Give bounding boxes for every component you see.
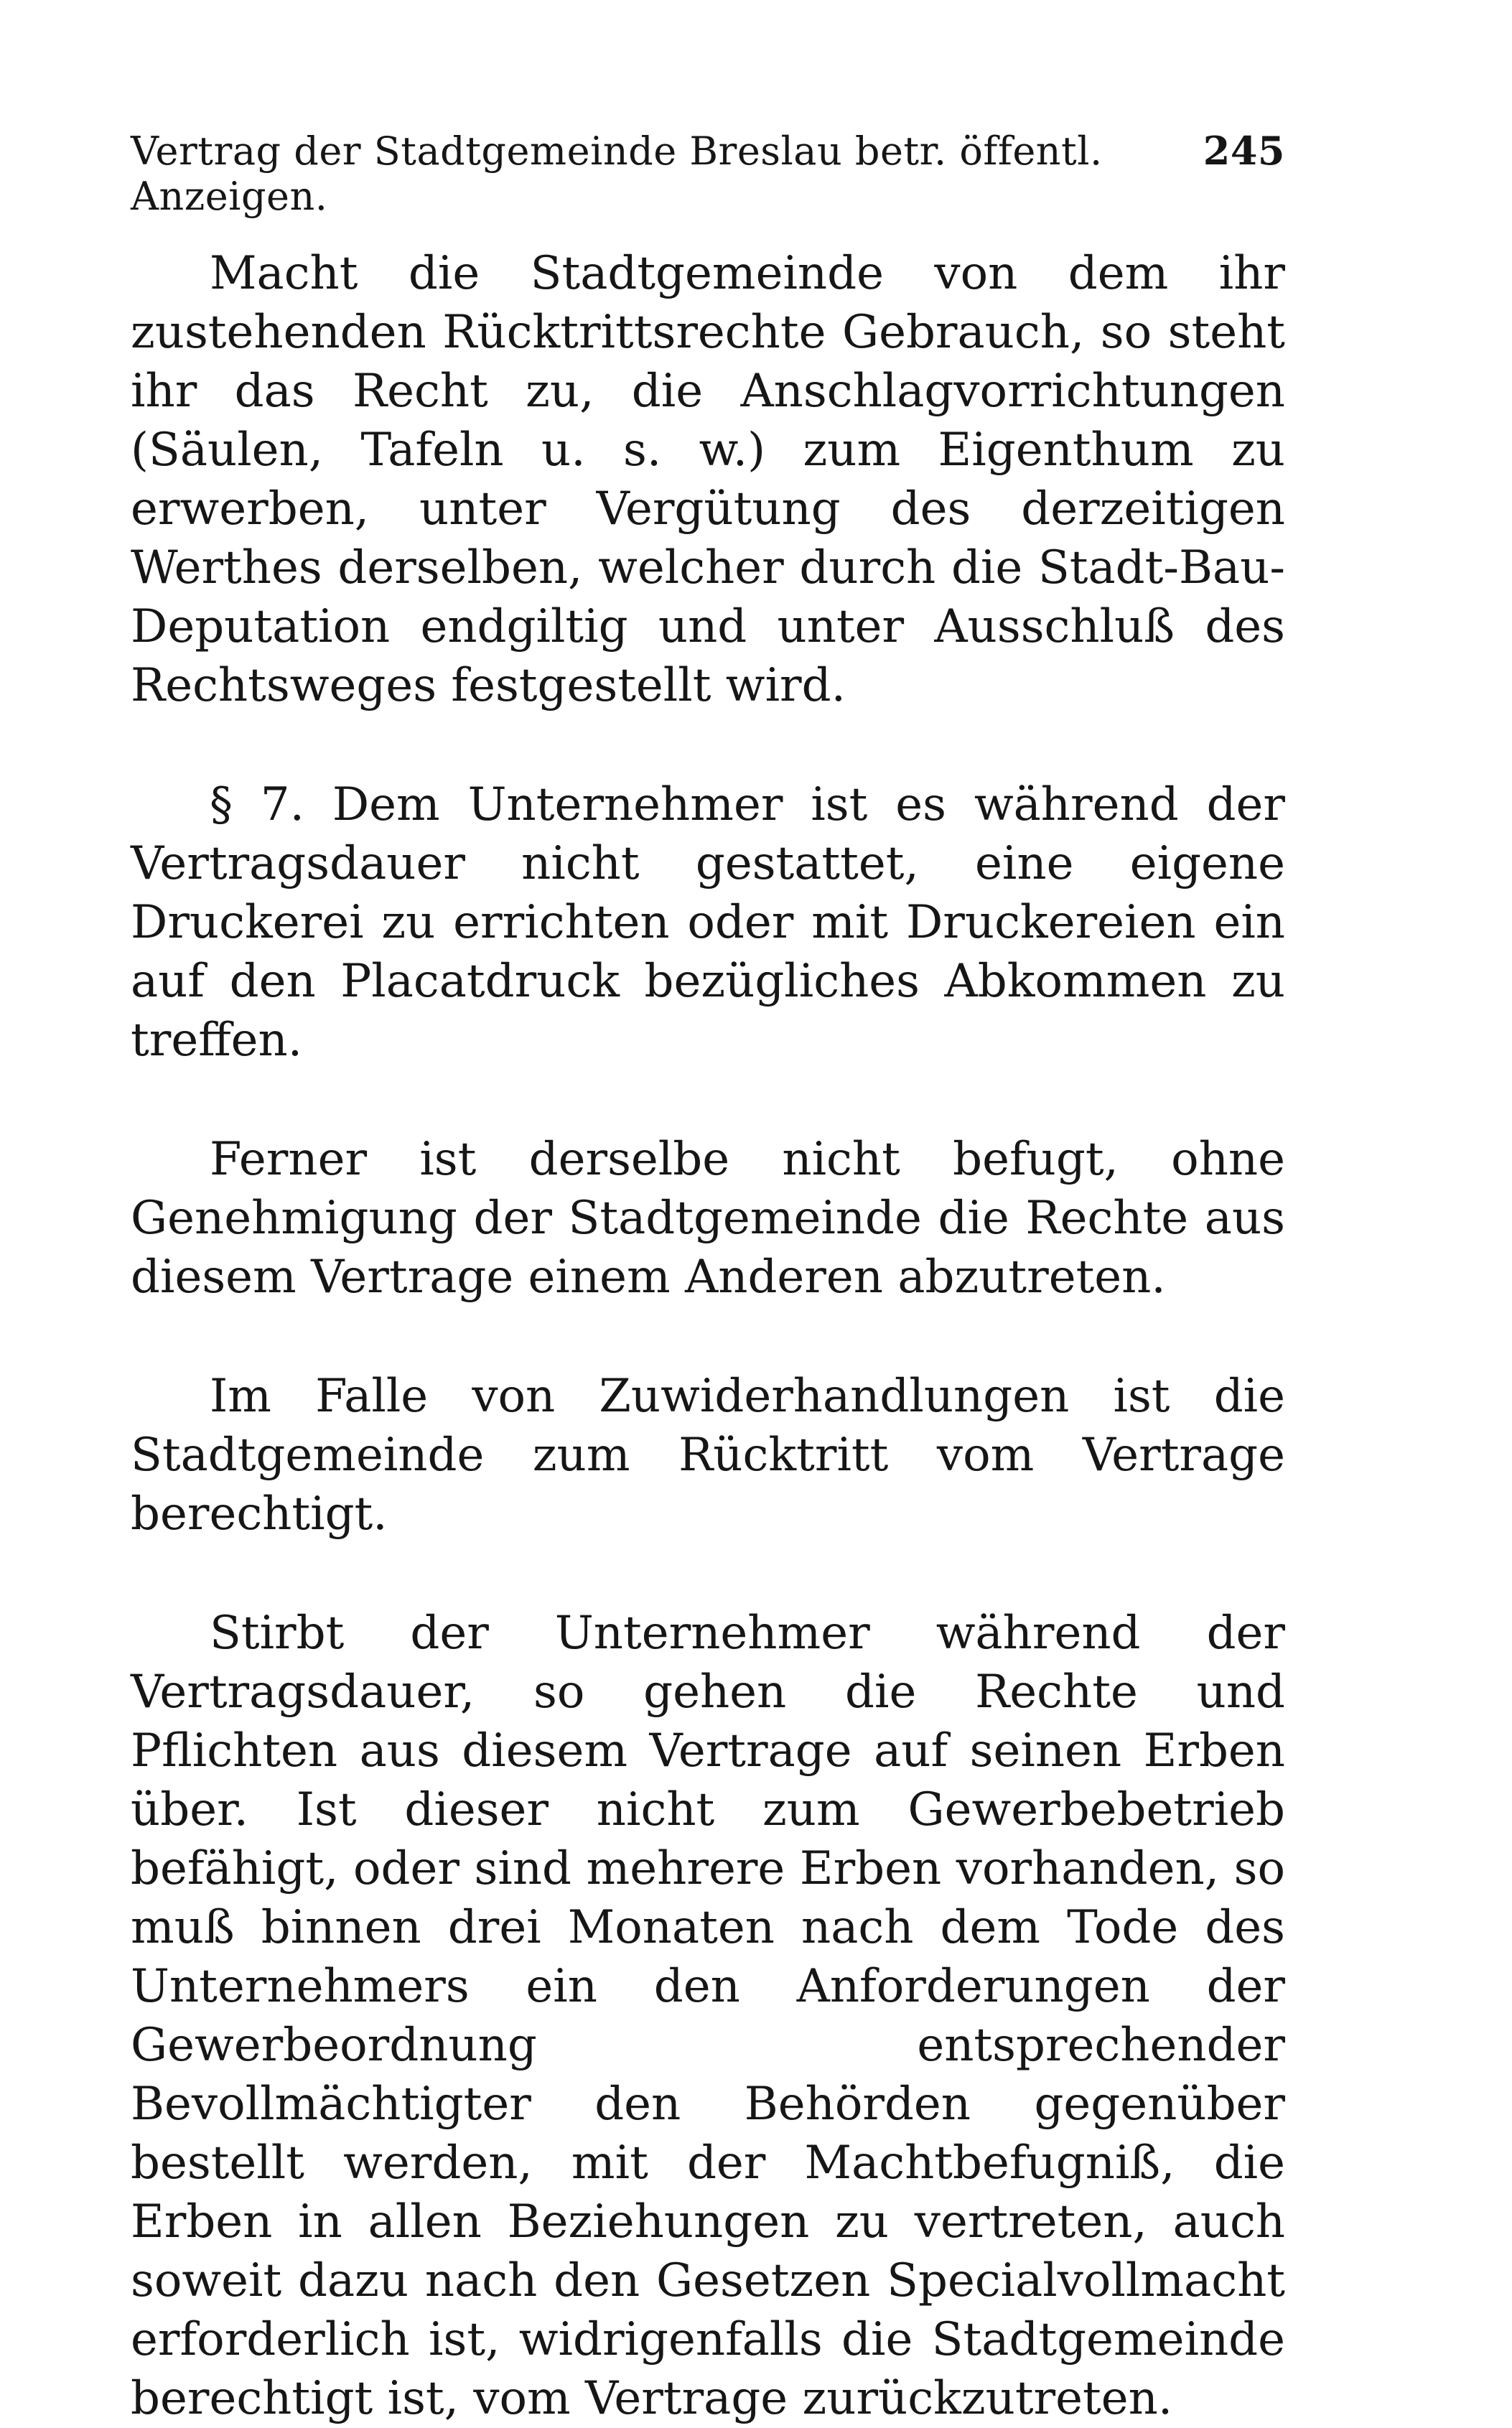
body-text xyxy=(131,244,1285,2428)
paragraph-no-transfer: Ferner ist derselbe nicht befugt, ohne Genehmigung der Stadtgemeinde die Rechte aus diesem Vertrage einem Anderen abzutreten. xyxy=(131,1133,1285,1304)
paragraph-violations: Im Falle von Zuwiderhandlungen ist die Stadtgemeinde zum Rücktritt vom Vertrage berechtigt. xyxy=(131,1370,1285,1541)
paragraph-withdrawal-right: Macht die Stadtgemeinde von dem ihr zustehenden Rücktrittsrechte Gebrauch, so steht ihr das Recht zu, die Anschlagvorrichtungen (Säulen, Tafeln u. s. w.) zum Eigenthum zu erwerben, unter Vergütung des derzeitigen Werthes derselben, welcher durch die Stadt-Bau-Deputation endgiltig und unter Ausschluß des Rechtsweges festgestellt wird. xyxy=(131,247,1285,712)
running-head-title: Vertrag der Stadtgemeinde Breslau betr. öffentl. Anzeigen. xyxy=(131,129,1103,219)
paragraph-death-of-contractor: Stirbt der Unternehmer während der Vertragsdauer, so gehen die Rechte und Pflichten aus diesem Vertrage auf seinen Erben über. Ist dieser nicht zum Gewerbebetrieb befähigt, oder sind mehrere Erben vorhanden, so muß binnen drei Monaten nach dem Tode des Unternehmers ein den Anforderungen der Gewerbeordnung entsprechender Bevollmächtigter den Behörden gegenüber bestellt werden, mit der Machtbefugniß, die Erben in allen Beziehungen zu vertreten, auch soweit dazu nach den Gesetzen Specialvollmacht erforderlich ist, widrigenfalls die Stadtgemeinde berechtigt ist, vom Vertrage zurückzutreten. xyxy=(131,1607,1285,2425)
page-number: 245 xyxy=(1203,128,1285,174)
paragraph-section-7: § 7. Dem Unternehmer ist es während der Vertragsdauer nicht gestattet, eine eigene Druckerei zu errichten oder mit Druckereien ein auf den Placatdruck bezügliches Abkommen zu treffen. xyxy=(131,778,1285,1067)
running-head xyxy=(131,128,1285,219)
